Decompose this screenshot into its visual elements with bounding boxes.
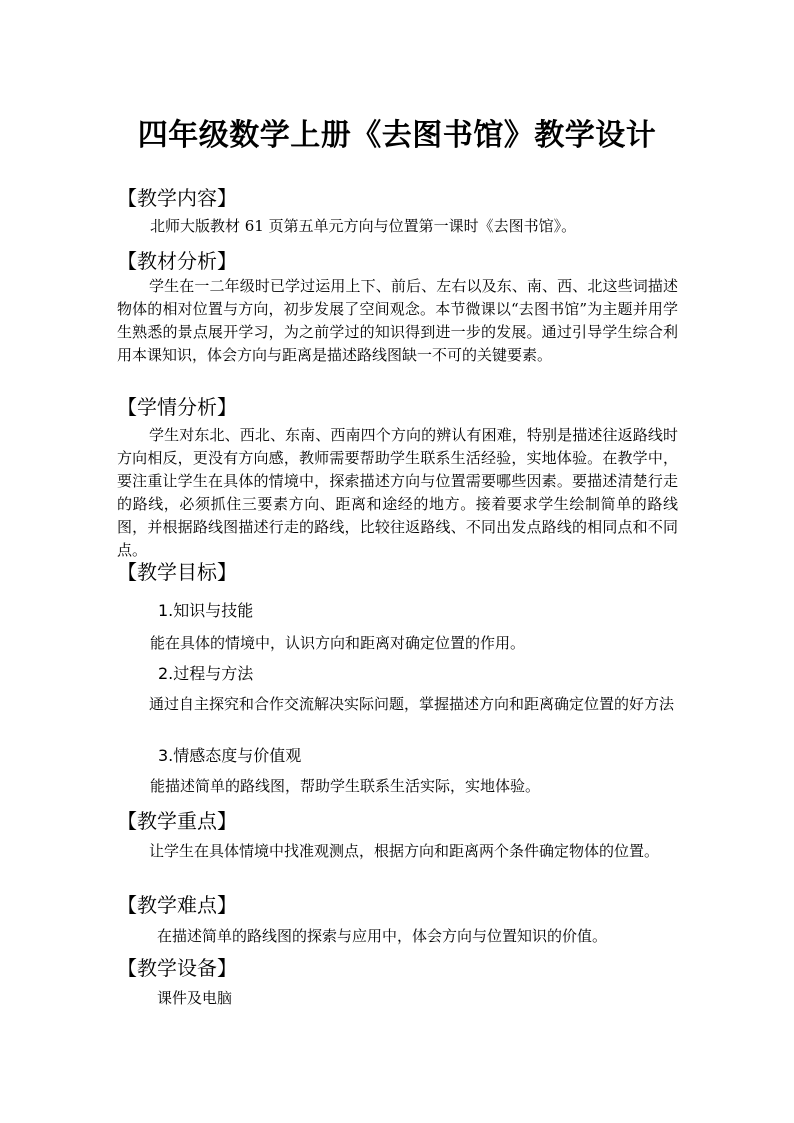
goal-3-text: 能描述简单的路线图，帮助学生联系生活实际，实地体验。	[150, 777, 541, 795]
goal-2-label: 2.过程与方法	[158, 664, 254, 683]
material-paragraph: 学生在一二年级时已学过运用上下、前后、左右以及东、南、西、北这些词描述物体的相对位置与方向，初步发展了空间观念。本节微课以“去图书馆”为主题并用学生熟悉的景点展开学习，为之前学过的知识得到进一步的发展。通过引导学生综合利用本课知识，体会方向与距离是描述路线图缺一不可的关键要素。	[117, 277, 678, 364]
content-text: 北师大版教材 61 页第五单元方向与位置第一课时《去图书馆》。	[150, 217, 577, 235]
goal-1-label: 1.知识与技能	[158, 601, 254, 620]
difficulties-text: 在描述简单的路线图的探索与应用中，体会方向与位置知识的价值。	[157, 927, 608, 945]
goal-1-text: 能在具体的情境中，认识方向和距离对确定位置的作用。	[150, 634, 526, 652]
section-heading-content: 【教学内容】	[117, 186, 237, 210]
document-title: 四年级数学上册《去图书馆》教学设计	[137, 118, 657, 153]
goal-3-label: 3.情感态度与价值观	[158, 746, 302, 765]
section-heading-key-points: 【教学重点】	[117, 809, 237, 833]
equipment-text: 课件及电脑	[157, 989, 233, 1007]
key-points-text: 让学生在具体情境中找准观测点，根据方向和距离两个条件确定物体的位置。	[149, 842, 660, 860]
section-heading-students: 【学情分析】	[117, 395, 237, 419]
section-heading-equipment: 【教学设备】	[117, 956, 237, 980]
section-heading-difficulties: 【教学难点】	[117, 893, 237, 917]
goal-2-text: 通过自主探究和合作交流解决实际问题，掌握描述方向和距离确定位置的好方法	[149, 695, 675, 713]
section-heading-material: 【教材分析】	[117, 249, 237, 273]
section-heading-goals: 【教学目标】	[117, 560, 237, 584]
students-paragraph: 学生对东北、西北、东南、西南四个方向的辨认有困难，特别是描述往返路线时方向相反，更没有方向感，教师需要帮助学生联系生活经验，实地体验。在教学中，要注重让学生在具体的情境中，探索描述方向与位置需要哪些因素。要描述清楚行走的路线，必须抓住三要素方向、距离和途经的地方。接着要求学生绘制简单的路线图，并根据路线图描述行走的路线，比较往返路线、不同出发点路线的相同点和不同点。	[117, 426, 678, 559]
